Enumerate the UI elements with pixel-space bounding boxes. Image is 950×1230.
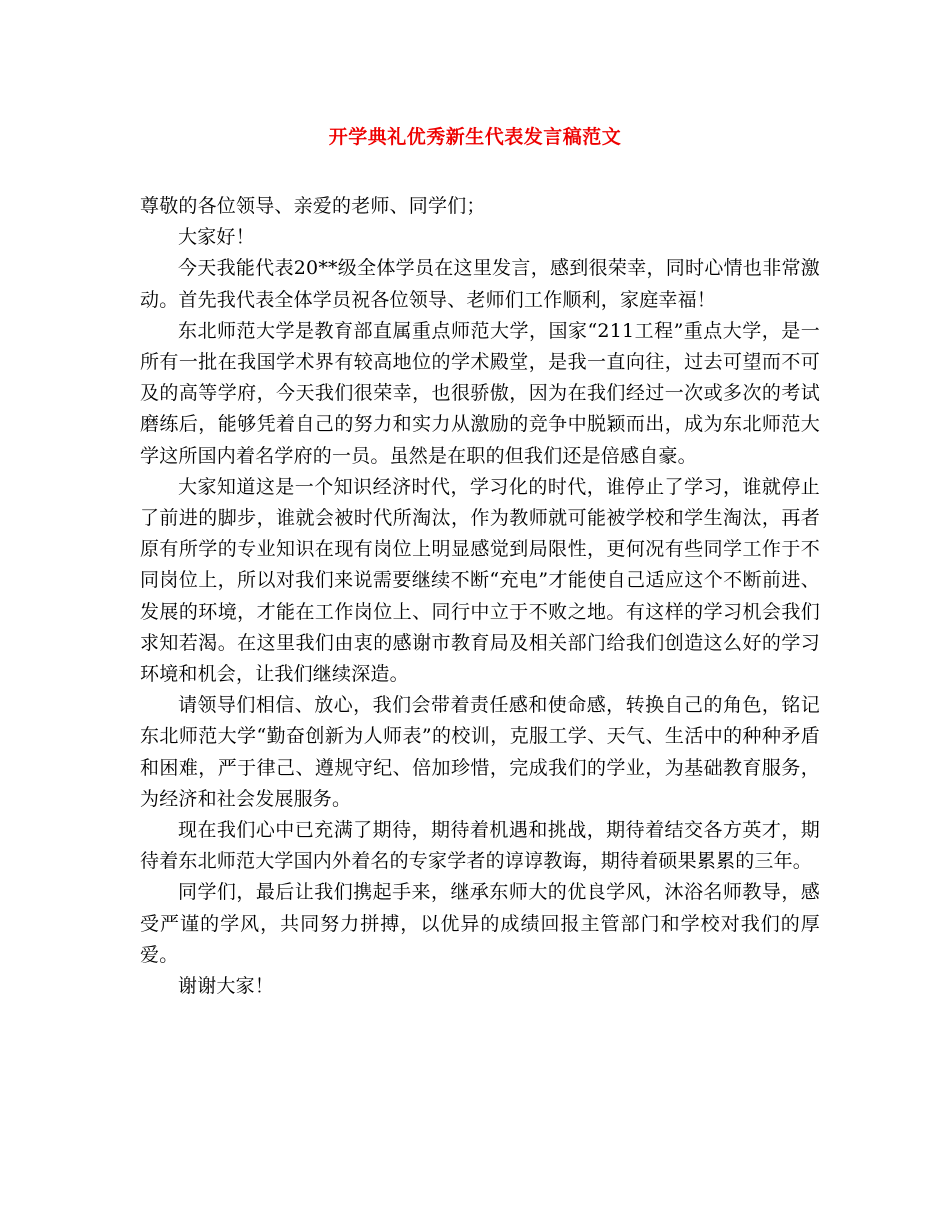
body-paragraph: 同学们，最后让我们携起手来，继承东师大的优良学风，沐浴名师教导，感受严谨的学风，共同努力拼搏，以优异的成绩回报主管部门和学校对我们的厚爱。: [140, 881, 820, 966]
body-paragraph: 东北师范大学是教育部直属重点师范大学，国家“211工程”重点大学，是一所有一批在我国学术界有较高地位的学术殿堂，是我一直向往，过去可望而不可及的高等学府，今天我们很荣幸，也很骄傲，因为在我们经过一次或多次的考试磨练后，能够凭着自己的努力和实力从激励的竞争中脱颖而出，成为东北师范大学这所国内着名学府的一员。虽然是在职的但我们还是倍感自豪。: [140, 319, 820, 467]
salutation-paragraph: 尊敬的各位领导、亲爱的老师、同学们；: [140, 195, 486, 217]
document-body: [140, 191, 820, 1002]
closing-paragraph: 谢谢大家！: [178, 975, 275, 998]
body-paragraph: 现在我们心中已充满了期待，期待着机遇和挑战，期待着结交各方英才，期待着东北师范大学国内外着名的专家学者的谆谆教诲，期待着硕果累累的三年。: [140, 819, 820, 873]
greeting-paragraph: 大家好！: [178, 226, 255, 249]
body-paragraph: 大家知道这是一个知识经济时代，学习化的时代，谁停止了学习，谁就停止了前进的脚步，谁就会被时代所淘汰，作为教师就可能被学校和学生淘汰，再者原有所学的专业知识在现有岗位上明显感觉到局限性，更何况有些同学工作于不同岗位上，所以对我们来说需要继续不断“充电”才能使自己适应这个不断前进、发展的环境，才能在工作岗位上、同行中立于不败之地。有这样的学习机会我们求知若渴。在这里我们由衷的感谢市教育局及相关部门给我们创造这么好的学习环境和机会，让我们继续深造。: [140, 475, 820, 686]
body-paragraph: 今天我能代表20**级全体学员在这里发言，感到很荣幸，同时心情也非常激动。首先我代表全体学员祝各位领导、老师们工作顺利，家庭幸福！: [140, 257, 820, 311]
body-paragraph: 请领导们相信、放心，我们会带着责任感和使命感，转换自己的角色，铭记东北师范大学“勤奋创新为人师表”的校训，克服工学、天气、生活中的种种矛盾和困难，严于律己、遵规守纪、倍加珍惜，完成我们的学业，为基础教育服务，为经济和社会发展服务。: [140, 694, 820, 810]
document-title: 开学典礼优秀新生代表发言稿范文: [328, 126, 622, 148]
